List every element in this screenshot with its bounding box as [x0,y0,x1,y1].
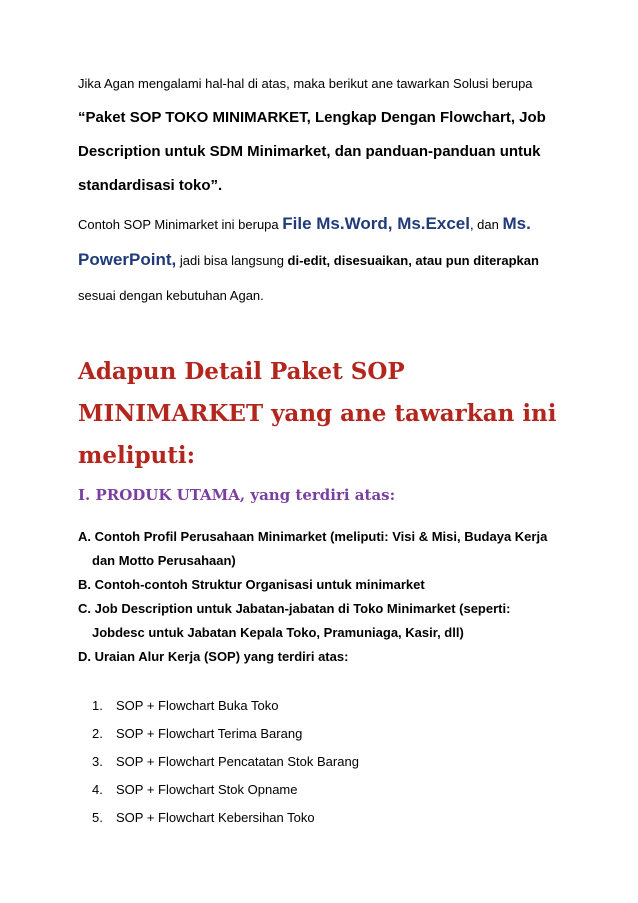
offer-line-1: “Paket SOP TOKO MINIMARKET, Lengkap Dengan Flowchart, Job [78,109,546,126]
list-number: 5. [92,810,103,825]
item-c-line-1: C. Job Description untuk Jabatan-jabatan di Toko Minimarket (seperti: [78,601,511,616]
list-text: SOP + Flowchart Terima Barang [116,726,303,741]
list-item [92,720,492,748]
format-excel: Ms.Excel [397,214,470,233]
list-item [92,748,492,776]
list-item [92,692,492,720]
format-prefix: Contoh SOP Minimarket ini berupa [78,217,283,232]
item-a-line-2: dan Motto Perusahaan) [92,553,236,568]
section-heading [78,351,598,477]
list-text: SOP + Flowchart Pencatatan Stok Barang [116,754,359,769]
format-powerpoint: PowerPoint, [78,250,177,269]
format-line-1 [78,206,588,242]
list-number: 1. [92,698,103,713]
list-number: 2. [92,726,103,741]
format-ms: Ms. [502,214,531,233]
offer-paragraph [78,101,578,203]
list-item [92,776,492,804]
format-paragraph [78,206,588,313]
format-line-2 [78,242,588,278]
format-actions: di-edit, disesuaikan, atau pun diterapkan [287,253,539,268]
intro-paragraph: Jika Agan mengalami hal-hal di atas, maka berikut ane tawarkan Solusi berupa [78,76,533,91]
format-line-3: sesuai dengan kebutuhan Agan. [78,288,264,303]
heading-line-2: MINIMARKET yang ane tawarkan ini [78,400,557,427]
item-d: D. Uraian Alur Kerja (SOP) yang terdiri atas: [78,649,349,664]
list-number: 3. [92,754,103,769]
heading-line-1: Adapun Detail Paket SOP [78,358,405,385]
sop-list [92,692,492,832]
offer-line-3: standardisasi toko”. [78,177,223,194]
format-middle: jadi bisa langsung [176,253,288,268]
format-word: File Ms.Word [282,214,388,233]
item-c-line-2: Jobdesc untuk Jabatan Kepala Toko, Pramuniaga, Kasir, dll) [92,625,464,640]
format-dan: , dan [469,217,503,232]
list-text: SOP + Flowchart Kebersihan Toko [116,810,315,825]
heading-line-3: meliputi: [78,442,196,469]
list-text: SOP + Flowchart Stok Opname [116,782,298,797]
list-item [92,804,492,832]
list-number: 4. [92,782,103,797]
list-text: SOP + Flowchart Buka Toko [116,698,279,713]
offer-line-2: Description untuk SDM Minimarket, dan panduan-panduan untuk [78,143,541,160]
item-b: B. Contoh-contoh Struktur Organisasi untuk minimarket [78,577,425,592]
product-items [78,525,578,669]
subheading-main-product: I. PRODUK UTAMA, yang terdiri atas: [78,486,396,504]
item-a-line-1: A. Contoh Profil Perusahaan Minimarket (meliputi: Visi & Misi, Budaya Kerja [78,529,548,544]
format-comma: , [387,214,398,233]
